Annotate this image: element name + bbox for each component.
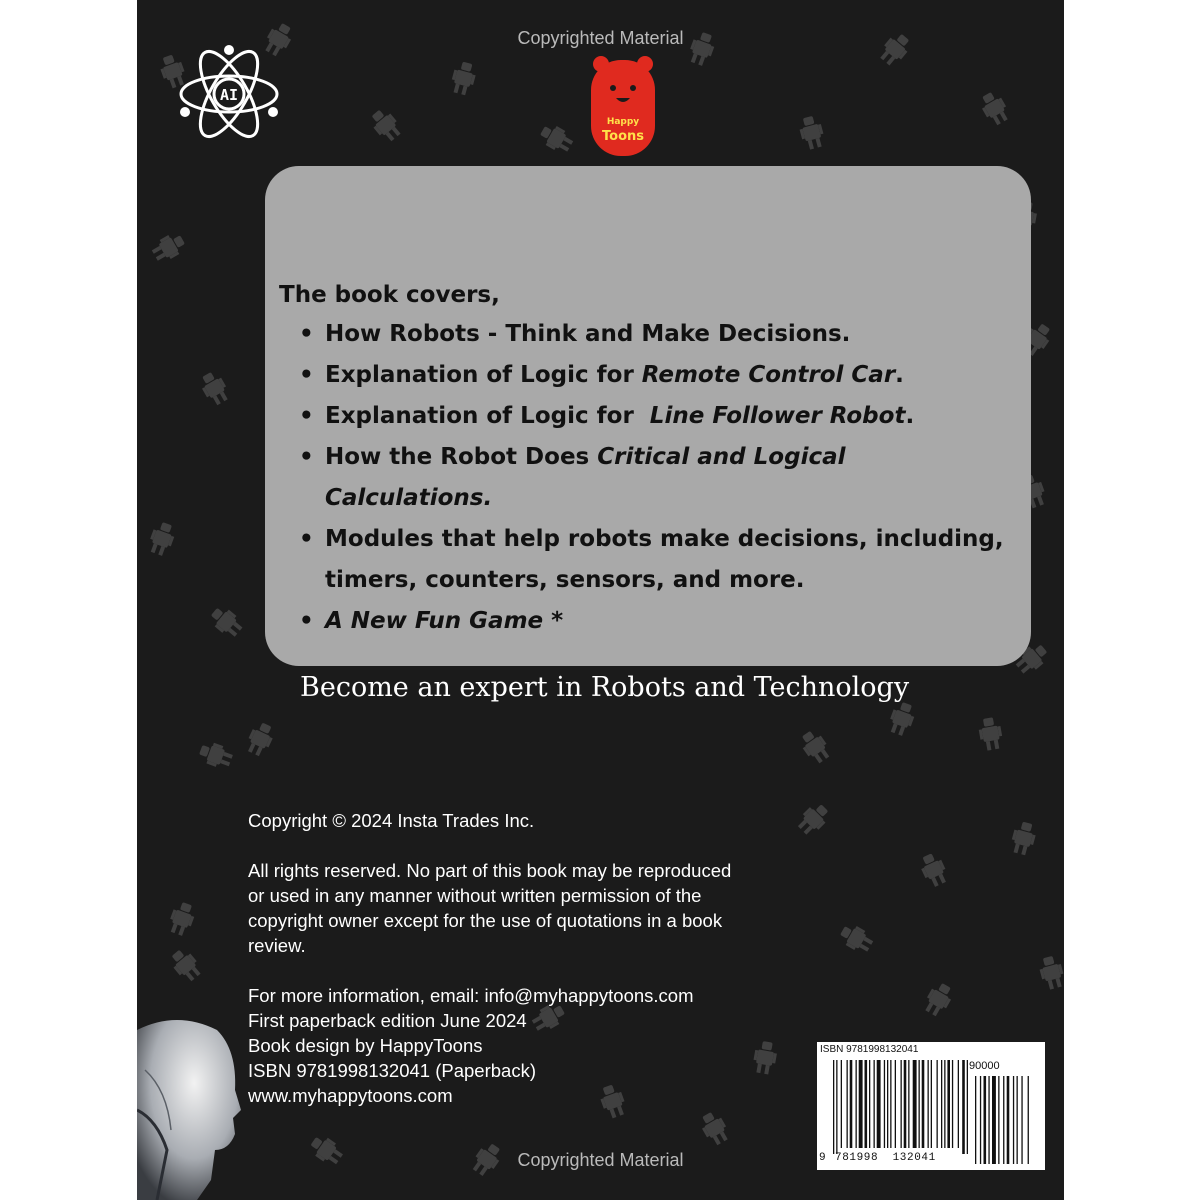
copyright-line: Copyright © 2024 Insta Trades Inc. [248, 810, 535, 831]
watermark-bottom: Copyrighted Material [517, 1150, 684, 1170]
barcode-price-code: 90000 [969, 1060, 1000, 1072]
barcode-bar [890, 1060, 891, 1148]
rights-line: review. [248, 935, 306, 956]
bullet-item [325, 601, 563, 642]
bullet-item [325, 437, 846, 519]
barcode-bar [947, 1060, 950, 1148]
covers-intro: The book covers, [279, 282, 500, 308]
info-edition: First paperback edition June 2024 [248, 1010, 527, 1031]
barcode-bar [874, 1060, 875, 1148]
bullet-text: Explanation of Logic for [325, 362, 642, 388]
barcode-bar [869, 1060, 870, 1148]
bullet-italic: Critical and Logical [597, 444, 846, 470]
info-website: www.myhappytoons.com [248, 1085, 453, 1106]
barcode-isbn-label: ISBN 9781998132041 [820, 1044, 919, 1055]
barcode-bar [922, 1060, 925, 1148]
barcode-bar [877, 1060, 881, 1148]
barcode-bar [962, 1060, 965, 1154]
barcode-bar [928, 1060, 929, 1148]
info-email: For more information, email: info@myhappytoons.com [248, 985, 694, 1006]
barcode-bar [887, 1060, 888, 1148]
barcode-bar [904, 1060, 907, 1148]
tagline: Become an expert in Robots and Technology [300, 672, 910, 703]
bullet-item [325, 519, 1004, 601]
robot-head-illustration [137, 1010, 267, 1200]
barcode-bar [901, 1060, 902, 1148]
mascot-brand-line2: Toons [602, 129, 644, 144]
barcode-bar [833, 1060, 834, 1154]
barcode-bar [865, 1060, 868, 1148]
about-panel [265, 166, 1031, 666]
bullet-item [325, 314, 850, 355]
bullet-after: . [905, 403, 915, 429]
ai-logo-text: AI [219, 86, 239, 104]
barcode-bar [884, 1060, 885, 1148]
bullet-italic-line2: Calculations. [325, 485, 493, 511]
publication-info [248, 983, 693, 1108]
barcode-bar [919, 1060, 920, 1148]
book-back-cover [137, 0, 1064, 1200]
happytoons-mascot-logo [589, 54, 657, 158]
rights-notice [248, 858, 731, 958]
bullet-text: Explanation of Logic for [325, 403, 650, 429]
info-isbn: ISBN 9781998132041 (Paperback) [248, 1060, 536, 1081]
barcode-digits: 781998 132041 [835, 1152, 936, 1164]
barcode-bar [952, 1060, 953, 1148]
bullet-item [325, 355, 904, 396]
barcode-bar [895, 1060, 896, 1148]
barcode-bar [931, 1060, 932, 1148]
bullet-italic: Remote Control Car [641, 362, 896, 388]
bullet-after: . [895, 362, 904, 388]
barcode-bar [941, 1060, 942, 1148]
bullet-italic: Line Follower Robot [649, 403, 906, 429]
barcode-bar [856, 1060, 857, 1148]
barcode-bar [841, 1060, 842, 1148]
bullet-text: How the Robot Does [325, 444, 598, 470]
bullet-text: Modules that help robots make decisions, including, [325, 526, 1004, 552]
bullet-text-line2: timers, counters, sensors, and more. [325, 567, 805, 593]
rights-line: copyright owner except for the use of quotations in a book [248, 910, 723, 931]
watermark-top: Copyrighted Material [517, 28, 684, 48]
mascot-brand-line1: Happy [606, 117, 640, 127]
barcode-bar [836, 1060, 837, 1154]
info-design: Book design by HappyToons [248, 1035, 483, 1056]
barcode-bar [859, 1060, 863, 1148]
barcode-bar [958, 1060, 959, 1148]
rights-line: All rights reserved. No part of this book may be reproduced [248, 860, 732, 881]
bullet-italic: A New Fun Game [325, 608, 544, 634]
bullet-item [325, 396, 914, 437]
barcode-bar [937, 1060, 938, 1148]
bullet-text: How Robots - Think and Make Decisions. [325, 321, 851, 347]
ai-atom-icon [177, 42, 281, 146]
barcode-digit-first: 9 [819, 1152, 826, 1164]
barcode-bar [944, 1060, 945, 1148]
barcode-bar [908, 1060, 909, 1148]
barcode-bar [913, 1060, 917, 1148]
barcode-bar [847, 1060, 848, 1148]
rights-line: or used in any manner without written permission of the [248, 885, 702, 906]
bullet-after: * [543, 608, 564, 634]
sound-wave-graphic [477, 718, 747, 804]
barcode-bar [967, 1060, 968, 1154]
barcode-bar [850, 1060, 853, 1148]
